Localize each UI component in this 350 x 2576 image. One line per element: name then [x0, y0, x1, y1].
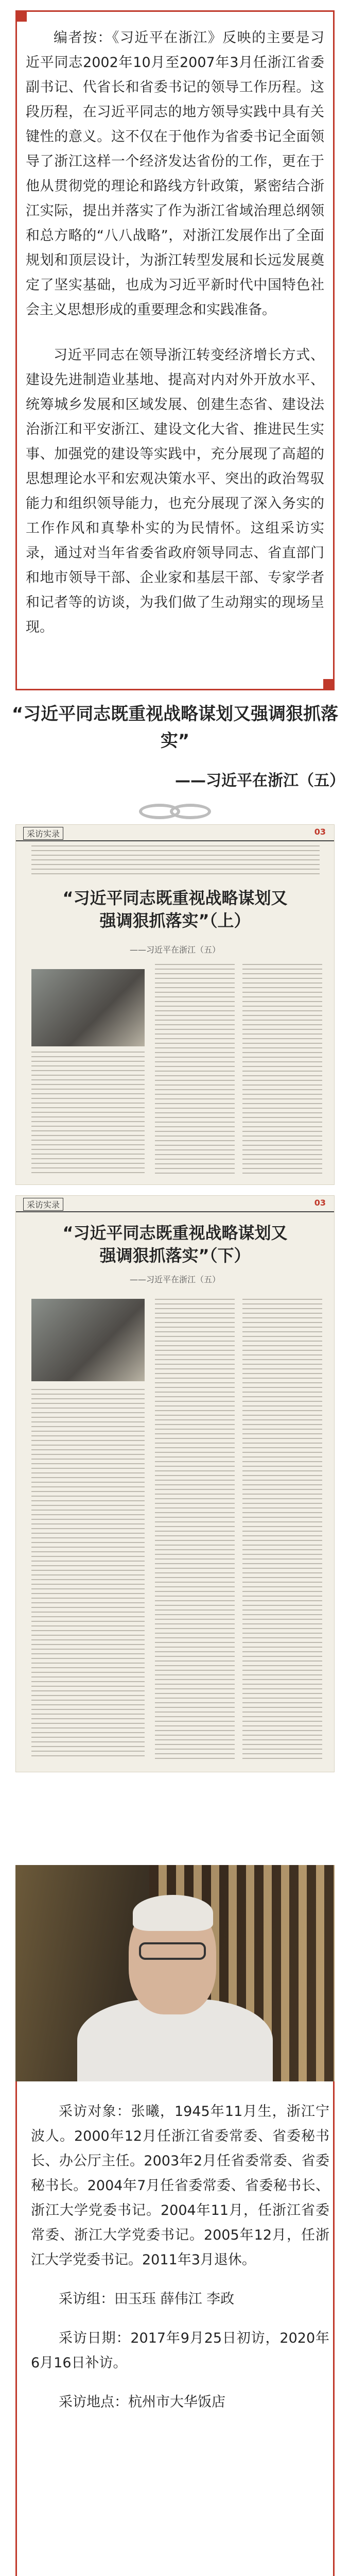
- text-columns: [31, 1389, 145, 1760]
- editorial-paragraph-2: 习近平同志在领导浙江转变经济增长方式、建设先进制造业基地、提高对内对外开放水平、统筹城乡发展和区域发展、创建生态省、建设法治浙江和平安浙江、建设文化大省、推进民生实事、加强党的建设等实践中，充分展现了高超的思想理论水平和宏观决策水平、突出的政治驾驭能力和组织领导能力，也充分展现了深入务实的工作作风和真挚朴实的为民情怀。这组采访实录，通过对当年省委省政府领导同志、省直部门和地市领导干部、企业家和基层干部、专家学者和记者等的访谈，为我们做了生动翔实的现场呈现。: [26, 347, 324, 635]
- frame-corner: [15, 10, 27, 22]
- newspaper-page-1: [15, 824, 335, 1185]
- page-header-bar: [16, 825, 334, 841]
- photo-figure-glasses: [139, 1942, 206, 1960]
- interview-info: [31, 2099, 329, 2429]
- article-subtitle: ——习近平在浙江（五）: [175, 772, 345, 790]
- interview-dates: 采访日期：2017年9月25日初访，2020年6月16日补访。: [31, 2330, 329, 2371]
- column-tag: 采访实录: [23, 827, 63, 840]
- interview-place: 采访地点：杭州市大华饭店: [59, 2394, 225, 2410]
- page-header-bar: [16, 1196, 334, 1212]
- interviewee-photo: [15, 1865, 335, 2081]
- article-headline: “习近平同志既重视战略谋划又强调狠抓落实”: [11, 704, 339, 751]
- newspaper-photo: [31, 1299, 145, 1381]
- interview-subject: 采访对象：张曦，1945年11月生，浙江宁波人。2000年12月任浙江省委常委、省委秘书长、办公厅主任。2003年2月任省委常委、省委秘书长。2004年7月任省委常委、省委秘书长、浙江大学党委书记。2004年11月，任浙江省委常委、浙江大学党委书记。2005年12月，任浙江大学党委书记。2011年3月退休。: [31, 2104, 329, 2268]
- editorial-paragraph-1: 编者按：《习近平在浙江》反映的主要是习近平同志2002年10月至2007年3月任浙江省委副书记、代省长和省委书记的领导工作历程。这段历程，在习近平同志的地方领导实践中具有关键性的意义。这不仅在于他作为省委书记全面领导了浙江这样一个经济发达省份的工作，更在于他从贯彻党的理论和路线方针政策，紧密结合浙江实际，提出并落实了作为浙江省域治理总纲领和总方略的“八八战略”，对浙江发展作出了全面规划和顶层设计，为浙江转型发展和长远发展奠定了坚实基础，也成为习近平新时代中国特色社会主义思想形成的重要理念和实践准备。: [26, 30, 324, 318]
- text-columns: [155, 964, 235, 1175]
- page-number: 03: [314, 827, 326, 837]
- editorial-note: [26, 26, 324, 660]
- newspaper-photo: [31, 969, 145, 1046]
- page-number: 03: [314, 1198, 326, 1208]
- text-columns: [242, 1299, 322, 1760]
- text-columns: [31, 1052, 145, 1175]
- newspaper-page-2: [15, 1195, 335, 1772]
- text-columns: [155, 1299, 235, 1760]
- frame-corner: [323, 679, 335, 690]
- page-title: “习近平同志既重视战略谋划又强调狠抓落实”（下）: [62, 1223, 288, 1265]
- column-tag: 采访实录: [23, 1198, 63, 1211]
- ring-decoration: [170, 804, 211, 819]
- text-columns: [242, 964, 322, 1175]
- page-title: “习近平同志既重视战略谋划又强调狠抓落实”（上）: [62, 888, 288, 930]
- photo-figure-hair: [133, 1895, 213, 1931]
- interview-team: 采访组：田玉珏 薛伟江 李政: [59, 2291, 235, 2307]
- page-subtitle: ——习近平在浙江（五）: [129, 1275, 220, 1284]
- text-columns: [31, 845, 320, 876]
- page-subtitle: ——习近平在浙江（五）: [129, 945, 220, 955]
